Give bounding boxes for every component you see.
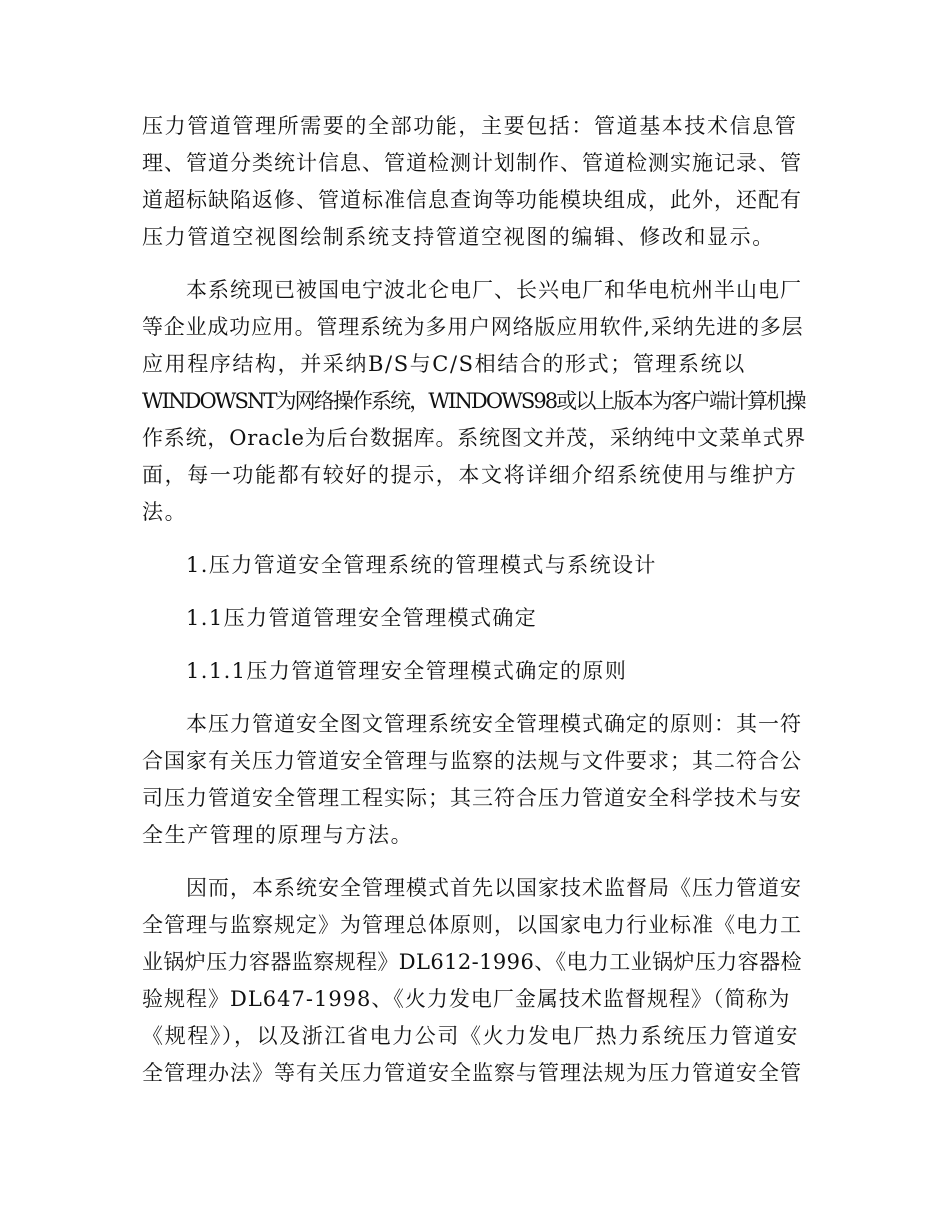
text-line: 司压力管道安全管理工程实际；其三符合压力管道安全科学技术与安 [142, 786, 802, 810]
heading-text: 1.1.1压力管道管理安全管理模式确定的原则 [186, 659, 628, 683]
text-line: 合国家有关压力管道安全管理与监察的法规与文件要求；其二符合公 [142, 749, 802, 773]
text-line: 本系统现已被国电宁波北仑电厂、长兴电厂和华电杭州半山电厂 [186, 278, 802, 302]
section-heading-1-1 [142, 600, 807, 637]
heading-text: 1.1压力管道管理安全管理模式确定 [186, 606, 538, 630]
text-line: 面，每一功能都有较好的提示，本文将详细介绍系统使用与维护方 [142, 463, 798, 487]
text-line: 全管理与监察规定》为管理总体原则，以国家电力行业标准《电力工 [142, 913, 802, 937]
paragraph-application [142, 272, 807, 531]
text-line: 作系统，Oracle为后台数据库。系统图文并茂，采纳纯中文菜单式界 [142, 426, 807, 450]
section-heading-1 [142, 547, 807, 584]
text-line: 理、管道分类统计信息、管道检测计划制作、管道检测实施记录、管 [142, 151, 802, 175]
text-line: 全生产管理的原理与方法。 [142, 823, 414, 847]
text-line: 因而，本系统安全管理模式首先以国家技术监督局《压力管道安 [186, 876, 802, 900]
text-line: 本压力管道安全图文管理系统安全管理模式确定的原则：其一符 [186, 712, 802, 736]
text-line: 全管理办法》等有关压力管道安全监察与管理法规为压力管道安全管 [142, 1061, 802, 1085]
paragraph-principles [142, 706, 807, 854]
text-line: 压力管道空视图绘制系统支持管道空视图的编辑、修改和显示。 [142, 225, 775, 249]
text-line: 压力管道管理所需要的全部功能，主要包括：管道基本技术信息管 [142, 114, 798, 138]
text-line: 道超标缺陷返修、管道标准信息查询等功能模块组成，此外，还配有 [142, 188, 802, 212]
heading-text: 1.压力管道安全管理系统的管理模式与系统设计 [186, 553, 657, 577]
text-line: 业锅炉压力容器监察规程》DL612-1996、《电力工业锅炉压力容器检 [142, 950, 802, 974]
text-line: 验规程》DL647-1998、《火力发电厂金属技术监督规程》（简称为 [142, 987, 791, 1011]
text-line: WINDOWSNT为网络操作系统，WINDOWS98或以上版本为客户端计算机操 [142, 389, 805, 413]
text-line: 《规程》），以及浙江省电力公司《火力发电厂热力系统压力管道安 [142, 1024, 799, 1048]
section-heading-1-1-1 [142, 653, 807, 690]
text-line: 等企业成功应用。管理系统为多用户网络版应用软件,采纳先进的多层 [142, 315, 804, 339]
document-body [142, 108, 807, 1092]
paragraph-scope [142, 108, 807, 256]
text-line: 应用程序结构，并采纳B/S与C/S相结合的形式；管理系统以 [142, 352, 746, 376]
text-line: 法。 [142, 500, 188, 524]
paragraph-regulations [142, 870, 807, 1092]
